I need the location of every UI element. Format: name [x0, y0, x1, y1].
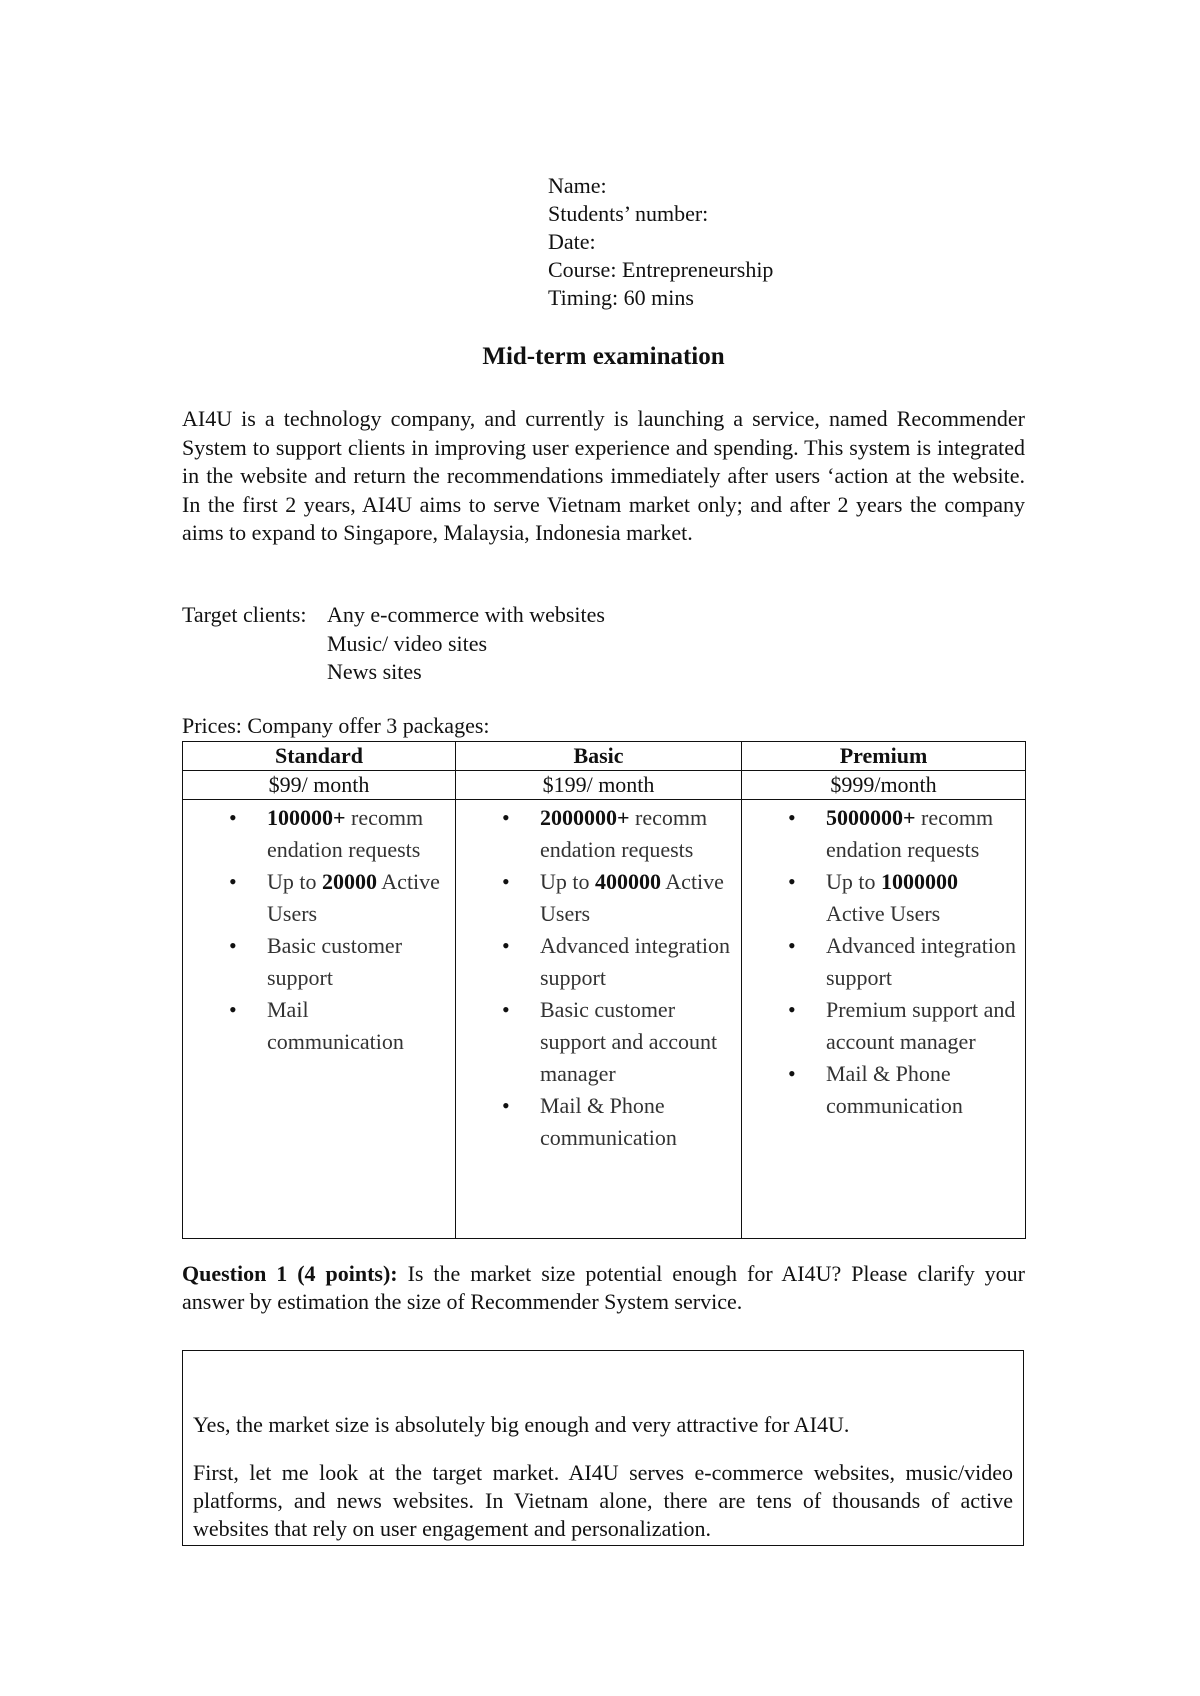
answer-paragraph: Yes, the market size is absolutely big enough and very attractive for AI4U. [193, 1412, 850, 1437]
feature-item: • Mail & Phone communication [742, 1058, 1025, 1122]
target-client-item: Any e-commerce with websites [327, 602, 605, 627]
feature-item: • 100000+ recomm endation requests [183, 802, 455, 866]
package-name-basic: Basic [456, 742, 742, 771]
page-title: Mid-term examination [482, 343, 725, 370]
feature-item: • Advanced integration support [456, 930, 741, 994]
target-clients-label: Target clients: [182, 602, 307, 627]
answer-paragraph: First, let me look at the target market. AI4U serves e-commerce websites, music/video platforms, and news websites. In Vietnam alone, there are tens of thousands of active websites that rely on user engagement and personalization. [193, 1460, 1013, 1541]
package-price-basic: $199/ month [456, 771, 742, 800]
feature-item: • Mail & Phone communication [456, 1090, 741, 1154]
pricing-table [182, 741, 1026, 1239]
target-client-item: News sites [327, 659, 422, 684]
date-label: Date: [548, 229, 596, 254]
course-line: Course: Entrepreneurship [548, 257, 774, 282]
question-1-label: Question 1 (4 points): [182, 1261, 398, 1286]
prices-intro: Prices: Company offer 3 packages: [182, 713, 490, 738]
question-1-text: Is the market size potential enough for AI4U? Please clarify your answer by estimation the size of Recommender System service. [182, 1261, 1026, 1314]
question-1 [182, 1260, 1025, 1316]
package-price-premium: $999/month [742, 771, 1026, 800]
package-price-standard: $99/ month [183, 771, 456, 800]
feature-item: • Up to 1000000 Active Users [742, 866, 1025, 930]
package-features-basic [456, 800, 742, 1239]
pricing-header-row [183, 742, 1026, 771]
target-client-item: Music/ video sites [327, 630, 488, 656]
feature-item: • 2000000+ recomm endation requests [456, 802, 741, 866]
feature-item: • 5000000+ recomm endation requests [742, 802, 1025, 866]
pricing-features-row [183, 800, 1026, 1239]
feature-list [456, 802, 741, 1154]
feature-item: • Up to 400000 Active Users [456, 866, 741, 930]
feature-item: • Advanced integration support [742, 930, 1025, 994]
feature-item: • Up to 20000 Active Users [183, 866, 455, 930]
pricing-price-row [183, 771, 1026, 800]
intro-paragraph: AI4U is a technology company, and currently is launching a service, named Recommender System to support clients in improving user experience and spending. This system is integrated in the website and return the recommendations immediately after users ‘action at the website. In the first 2 years, AI4U aims to serve Vietnam market only; and after 2 years the company aims to expand to Singapore, Malaysia, Indonesia market. [182, 406, 1025, 545]
feature-list [742, 802, 1025, 1122]
feature-item: • Basic customer support [183, 930, 455, 994]
student-info [548, 172, 773, 312]
answer-box [182, 1350, 1024, 1546]
package-features-premium [742, 800, 1026, 1239]
feature-item: • Premium support and account manager [742, 994, 1025, 1058]
answer-text [193, 1411, 1013, 1563]
target-clients [182, 601, 605, 687]
feature-item: • Basic customer support and account manager [456, 994, 741, 1090]
student-number-label: Students’ number: [548, 201, 709, 226]
feature-item: • Mail communication [183, 994, 455, 1058]
feature-list [183, 802, 455, 1058]
name-label: Name: [548, 173, 607, 198]
package-features-standard [183, 800, 456, 1239]
timing-line: Timing: 60 mins [548, 285, 694, 310]
package-name-premium: Premium [742, 742, 1026, 771]
package-name-standard: Standard [183, 742, 456, 771]
